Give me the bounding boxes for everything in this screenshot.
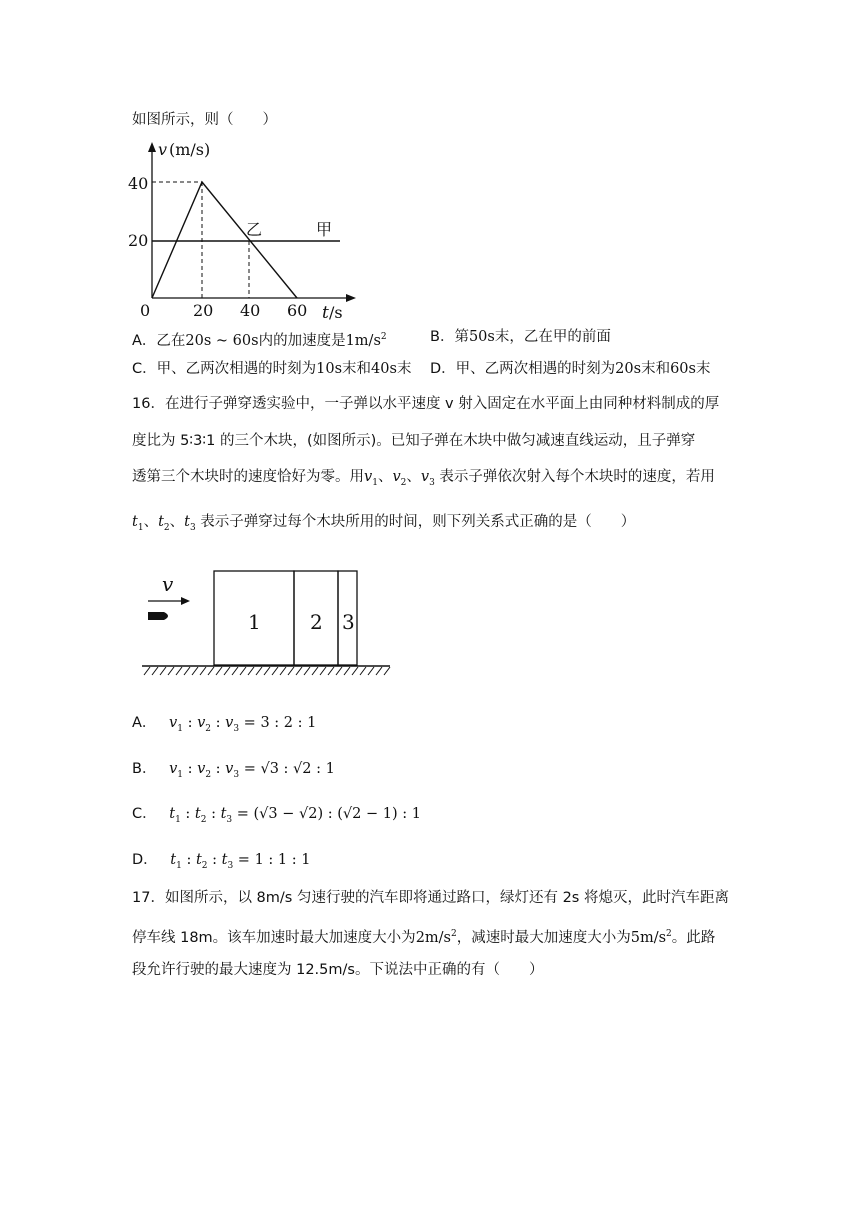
x-tick-40: 40 <box>240 301 261 320</box>
line-yi <box>152 182 297 298</box>
q15-option-b: B．第50s末，乙在甲的前面 <box>430 329 611 345</box>
q16-line-3: 透第三个木块时的速度恰好为零。用$v_1$、$v_2$、$v_3$ 表示子弹依次射入每个木块时的速度，若用 <box>132 469 715 488</box>
bullet-icon <box>148 612 168 620</box>
q17-line-1: 17．如图所示，以 8m/s 匀速行驶的汽车即将通过路口，绿灯还有 2s 将熄灭，此时汽车距离 <box>132 890 729 906</box>
ground-hatching <box>144 667 390 675</box>
velocity-arrowhead <box>181 597 190 605</box>
q15-option-a: A．乙在20s ~ 60s内的加速度是$1m/s^2$ <box>132 332 387 349</box>
label-jia: 甲 <box>316 220 333 239</box>
y-axis-arrow <box>148 142 156 152</box>
q16-option-b: B． $v_1$ : $v_2$ : $v_3 = √3$ : √2 : 1 <box>132 761 335 780</box>
velocity-label: v <box>162 572 174 596</box>
q15-stem-tail: 如图所示，则（ ） <box>132 112 277 128</box>
vt-graph <box>120 136 360 326</box>
q15-option-c: C．甲、乙两次相遇的时刻为10s末和40s末 <box>132 361 412 377</box>
label-yi: 乙 <box>246 220 263 239</box>
x-axis-label-t: t <box>322 303 329 323</box>
x-axis-label-unit: /s <box>329 303 343 322</box>
q16-option-d: D． $t_1$ : $t_2$ : $t_3 = 1$ : 1 : 1 <box>132 852 311 871</box>
q16-option-a: A． $v_1$ : $v_2$ : $v_3 = 3$ : 2 : 1 <box>132 715 317 734</box>
q16-option-c: C． $t_1$ : $t_2$ : $t_3 = (√3 - √2)$ : (√2 − 1) : 1 <box>132 806 421 825</box>
q17-line-3: 段允许行驶的最大速度为 12.5m/s。下说法中正确的有（ ） <box>132 962 544 978</box>
y-axis-label-v: v <box>158 140 168 159</box>
blocks-figure <box>140 563 400 683</box>
x-tick-60: 60 <box>287 301 308 320</box>
x-tick-20: 20 <box>193 301 214 320</box>
q16-line-4: $t_1$、$t_2$、$t_3$ 表示子弹穿过每个木块所用的时间，则下列关系式正确的是（ ） <box>132 514 636 533</box>
y-tick-20: 20 <box>128 231 149 250</box>
block-1-label: 1 <box>248 610 261 634</box>
q16-line-1: 16．在进行子弹穿透实验中，一子弹以水平速度 v 射入固定在水平面上由同种材料制成的厚 <box>132 396 720 412</box>
y-tick-40: 40 <box>128 174 149 193</box>
q15-option-d: D．甲、乙两次相遇的时刻为20s末和60s末 <box>430 361 711 377</box>
q16-line-2: 度比为 5∶3∶1 的三个木块，(如图所示)。已知子弹在木块中做匀减速直线运动，且子弹穿 <box>132 433 696 449</box>
x-axis-arrow <box>346 294 356 302</box>
x-tick-0: 0 <box>140 301 151 320</box>
block-3-label: 3 <box>342 610 355 634</box>
block-2-label: 2 <box>310 610 323 634</box>
y-axis-label-unit: (m/s) <box>169 140 211 159</box>
q17-line-2: 停车线 18m。该车加速时最大加速度大小为$2m/s^2$，减速时最大加速度大小为$5m/s^2$。此路 <box>132 929 716 946</box>
